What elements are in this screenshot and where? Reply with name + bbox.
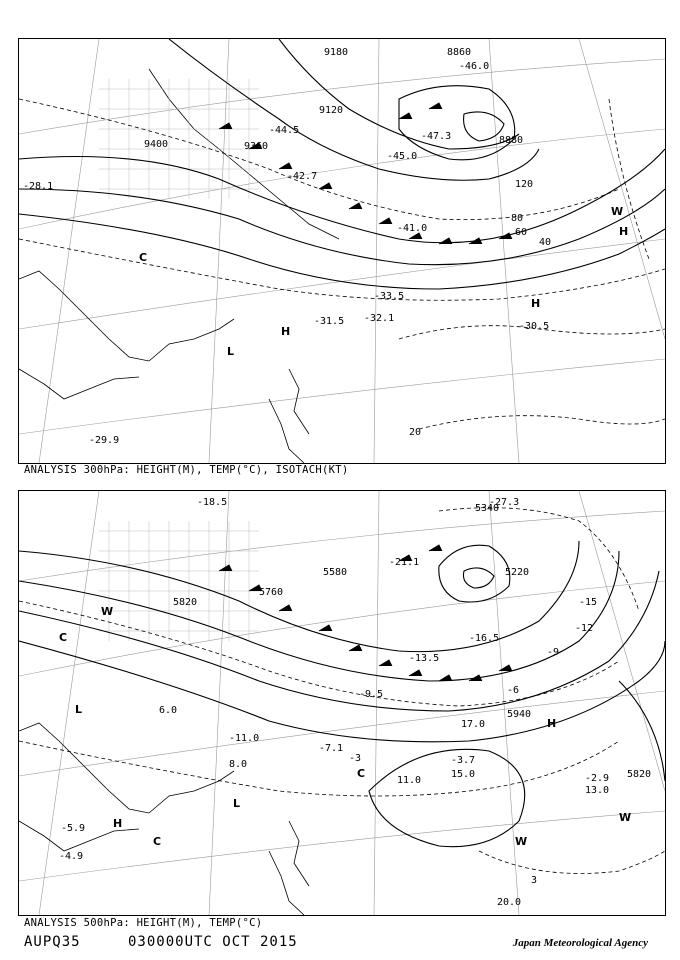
wind-barbs <box>219 103 512 244</box>
temp-label: 3 <box>531 875 538 886</box>
height-label: 9180 <box>324 47 349 58</box>
temp-label: -33.5 <box>374 291 405 302</box>
high-pressure-mark: H <box>619 225 629 238</box>
station-value: 11.0 <box>397 775 422 786</box>
agency-name: Japan Meteorological Agency <box>512 937 648 949</box>
warm-mark: W <box>101 605 114 618</box>
station-value: -27.3 <box>489 497 520 508</box>
temp-label: -46.0 <box>459 61 490 72</box>
hatch-area <box>99 521 259 641</box>
warm-mark: W <box>619 811 632 824</box>
station-value: -11.0 <box>229 733 260 744</box>
low-pressure-mark: L <box>75 703 83 716</box>
height-label: 5820 <box>173 597 198 608</box>
high-pressure-mark: H <box>281 325 291 338</box>
coastline <box>19 723 309 915</box>
temp-label: -29.9 <box>89 435 120 446</box>
high-pressure-mark: H <box>531 297 541 310</box>
caption-300hpa: ANALYSIS 300hPa: HEIGHT(M), TEMP(°C), ISOTACH(KT) <box>24 464 349 476</box>
hatch-area <box>99 79 259 199</box>
temp-label: -44.5 <box>269 125 300 136</box>
station-value: -21.1 <box>389 557 420 568</box>
temp-label: -15 <box>579 597 598 608</box>
temp-label: -42.7 <box>287 171 318 182</box>
station-value: -13.5 <box>409 653 440 664</box>
temp-label: -30.5 <box>519 321 550 332</box>
isotach-label: 40 <box>539 237 552 248</box>
height-label: 8860 <box>447 47 472 58</box>
station-value: -9.5 <box>359 689 384 700</box>
temp-label: -45.0 <box>387 151 418 162</box>
station-value: 13.0 <box>585 785 610 796</box>
chart-code: AUPQ35 <box>24 934 81 950</box>
height-contours <box>19 39 665 289</box>
isotach-label: 120 <box>515 179 534 190</box>
temp-label: -9 <box>547 647 560 658</box>
station-value: 8.0 <box>229 759 248 770</box>
cold-mark: C <box>139 251 148 264</box>
isotach-label: 20 <box>409 427 422 438</box>
high-pressure-mark: H <box>547 717 557 730</box>
low-pressure-mark: L <box>227 345 235 358</box>
station-value: -7.1 <box>319 743 344 754</box>
height-label: 5340 <box>475 503 500 514</box>
map-300hpa <box>18 38 666 464</box>
temp-label: -47.3 <box>421 131 452 142</box>
cold-mark: C <box>357 767 366 780</box>
station-value: 15.0 <box>451 769 476 780</box>
height-label: 5820 <box>627 769 652 780</box>
high-pressure-mark: H <box>113 817 123 830</box>
station-value: -3.7 <box>451 755 476 766</box>
height-label: 5220 <box>505 567 530 578</box>
height-label: 9400 <box>144 139 169 150</box>
analysis-time: 030000UTC OCT 2015 <box>128 934 298 950</box>
temp-label: -41.0 <box>397 223 428 234</box>
low-pressure-mark: L <box>233 797 241 810</box>
station-value: -4.9 <box>59 851 84 862</box>
station-value: -18.5 <box>197 497 228 508</box>
caption-500hpa: ANALYSIS 500hPa: HEIGHT(M), TEMP(°C) <box>24 917 263 929</box>
station-value: 17.0 <box>461 719 486 730</box>
map-500hpa <box>18 490 666 916</box>
station-value: -16.5 <box>469 633 500 644</box>
height-label: 8880 <box>499 135 524 146</box>
height-label: 9120 <box>319 105 344 116</box>
temp-label: -31.5 <box>314 316 345 327</box>
chart-300hpa-svg <box>19 39 665 463</box>
station-value: 20.0 <box>497 897 522 908</box>
isotach-contours <box>19 99 665 429</box>
station-value: -2.9 <box>585 773 610 784</box>
graticule <box>19 39 665 463</box>
wind-barbs <box>219 545 512 681</box>
temp-label: -3 <box>349 753 362 764</box>
station-value: -5.9 <box>61 823 86 834</box>
height-label: 5940 <box>507 709 532 720</box>
chart-500hpa-svg <box>19 491 665 915</box>
temp-label: -6 <box>507 685 520 696</box>
height-label: 9360 <box>244 141 269 152</box>
height-contours <box>19 541 665 847</box>
warm-mark: W <box>611 205 624 218</box>
height-label: 5580 <box>323 567 348 578</box>
temp-label: -32.1 <box>364 313 395 324</box>
warm-mark: W <box>515 835 528 848</box>
height-label: 5760 <box>259 587 284 598</box>
isotach-label: 80 <box>511 213 524 224</box>
isotach-label: 60 <box>515 227 528 238</box>
graticule <box>19 491 665 915</box>
temp-label: -28.1 <box>23 181 54 192</box>
station-value: 6.0 <box>159 705 178 716</box>
cold-mark: C <box>153 835 162 848</box>
temp-label: -12 <box>575 623 594 634</box>
cold-mark: C <box>59 631 68 644</box>
